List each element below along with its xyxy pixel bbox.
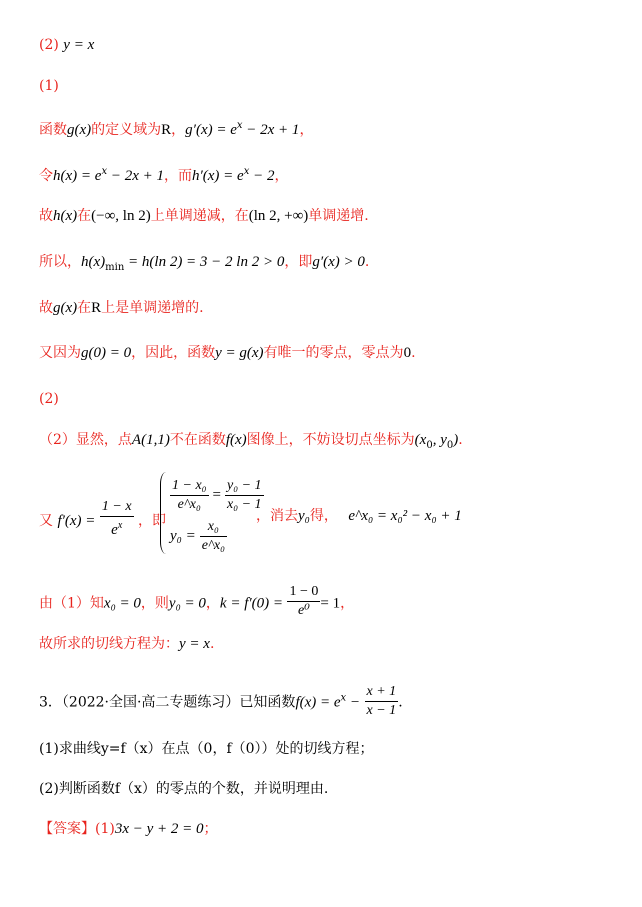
- prev-part2-line: [39, 35, 94, 55]
- text: 上单调递减，在: [150, 208, 249, 224]
- math: e^x₀ = x₀² − x₀ + 1: [348, 508, 462, 524]
- text: ，: [340, 595, 355, 612]
- fraction-denominator: e^x₀: [177, 497, 201, 512]
- prev-part2-label: (2): [39, 37, 59, 53]
- text: 令: [39, 168, 53, 184]
- fraction-numerator: x + 1: [365, 683, 399, 702]
- fraction-denominator: x₀ − 1: [227, 497, 262, 512]
- text: ，: [299, 122, 314, 138]
- math: f(x): [225, 432, 247, 448]
- fraction: [287, 583, 320, 620]
- fraction-numerator: x₀: [200, 518, 227, 537]
- math: = 1: [320, 595, 341, 612]
- math: = h(ln 2) = 3 − 2 ln 2 > 0: [124, 254, 285, 270]
- math-sub: min: [105, 262, 125, 273]
- text: 图像上，不妨设切点坐标为: [246, 432, 415, 448]
- math: ): [453, 432, 459, 448]
- math: g(x): [53, 300, 78, 316]
- math: y₀: [298, 508, 310, 524]
- text: 3．（2022·全国·高二专题练习）已知函数: [39, 694, 296, 711]
- math: − 2x + 1: [242, 122, 300, 138]
- sol1-label: (1): [39, 78, 59, 94]
- math: (x: [414, 432, 427, 448]
- math: 3x − y + 2 = 0: [114, 821, 204, 837]
- math: h(x): [53, 208, 78, 224]
- sol2-line-2-right: [256, 506, 462, 526]
- text: ，消去: [256, 508, 298, 524]
- math: y = x: [179, 636, 210, 652]
- sol1-line-6: [39, 343, 416, 363]
- fraction: [170, 477, 209, 514]
- system-equation-2: [170, 518, 227, 555]
- fraction: [365, 683, 399, 720]
- sol1-line-3: [39, 206, 369, 226]
- math-sup: x: [117, 520, 123, 531]
- sol2-line-1: [39, 430, 463, 456]
- fraction-numerator: 1 − x: [100, 498, 134, 517]
- text: ，: [205, 595, 220, 612]
- sol2-label: (2): [39, 391, 59, 407]
- math: R: [91, 300, 102, 316]
- text: 又: [39, 513, 53, 529]
- text: 故: [39, 208, 53, 224]
- text: 故: [39, 300, 53, 316]
- text: 的定义域为: [91, 122, 162, 138]
- text: 得，: [309, 508, 338, 524]
- math: y₀ = 0: [168, 595, 206, 612]
- math: (−∞, ln 2): [91, 208, 151, 224]
- text: ；: [203, 821, 218, 837]
- fraction-denominator: e⁰: [298, 603, 310, 618]
- math: y₀ =: [170, 528, 196, 544]
- text: 所以，: [39, 254, 81, 270]
- system-equation-1: $\frac{\text{1 − x₀}}{\text{e\textasciicircum{}x₀}}$ = $\frac{\text{y₀ − 1}}{\text{x₀ − 1}}$: [172, 478, 262, 512]
- system-brace: [160, 472, 167, 554]
- q3-answer: [39, 819, 218, 839]
- fraction-numerator: 1 − 0: [287, 583, 320, 602]
- math: x₀ = 0: [103, 595, 141, 612]
- text: .: [411, 345, 416, 361]
- sol1-line-2: [39, 162, 288, 186]
- text: ，而: [163, 168, 192, 184]
- sol2-line-2-left: [39, 500, 166, 542]
- prev-part2-result: y = x: [63, 37, 95, 53]
- text: 有唯一的零点，零点为: [263, 345, 404, 361]
- text: ，则: [140, 595, 169, 612]
- math-sub: 0: [446, 440, 454, 451]
- math-sup: x: [340, 692, 347, 704]
- math-sub: 0: [426, 440, 433, 451]
- sol1-line-1: [39, 116, 313, 140]
- text: （2）显然，点: [39, 432, 132, 448]
- text: ，: [274, 168, 289, 184]
- fraction-denominator: e: [111, 522, 118, 538]
- text: ，即: [284, 254, 313, 270]
- math: g(x): [67, 122, 92, 138]
- answer-label: 【答案】: [39, 821, 95, 837]
- math: f(x) = e: [295, 694, 341, 711]
- text: 由（1）知: [39, 595, 104, 612]
- math: , y: [432, 432, 447, 448]
- math: − 2x + 1: [107, 168, 164, 184]
- sol1-line-4: [39, 252, 369, 278]
- math: g′(x) > 0: [312, 254, 365, 270]
- text: .: [364, 254, 370, 270]
- text: 在: [77, 300, 92, 316]
- math: f′(x) =: [57, 513, 96, 529]
- math: 0: [403, 345, 412, 361]
- q3-stem: [39, 684, 403, 721]
- text: .: [209, 636, 215, 652]
- text: 故所求的切线方程为：: [39, 636, 179, 652]
- math: h(x): [81, 254, 106, 270]
- text: 函数: [39, 122, 67, 138]
- text: (1): [95, 821, 115, 837]
- fraction-denominator: e^x₀: [201, 538, 225, 553]
- math-sup: x: [243, 166, 250, 177]
- math: h′(x) = e: [191, 168, 244, 184]
- math: (ln 2, +∞): [248, 208, 309, 224]
- fraction-numerator: 1 − x₀: [170, 477, 209, 496]
- math: y = g(x): [215, 345, 264, 361]
- math: g′(x) = e: [185, 122, 237, 138]
- fraction: [100, 498, 134, 540]
- fraction-numerator: y₀ − 1: [225, 477, 264, 496]
- text: ，: [171, 122, 186, 138]
- text: 又因为: [39, 345, 81, 361]
- text: 在: [77, 208, 92, 224]
- sol2-line-4: [39, 634, 214, 654]
- text: .: [398, 694, 403, 711]
- math-sup: x: [101, 166, 108, 177]
- q3-part1: (1)求曲线y=f（x）在点（0，f（0））处的切线方程；: [39, 741, 374, 757]
- math: R: [161, 122, 172, 138]
- math: k = f′(0) =: [219, 595, 284, 612]
- math: g(0) = 0: [81, 345, 132, 361]
- text: 不在函数: [169, 432, 226, 448]
- math: −: [346, 694, 361, 711]
- fraction-denominator: x − 1: [366, 703, 397, 718]
- text: 单调递增.: [308, 208, 369, 224]
- text: .: [458, 432, 463, 448]
- math-sup: x: [236, 120, 243, 131]
- text: 上是单调递增的.: [101, 300, 204, 316]
- q3-part2: (2)判断函数f（x）的零点的个数，并说明理由.: [39, 781, 329, 797]
- text: ，即: [138, 513, 166, 529]
- fraction: [200, 518, 227, 555]
- sol2-line-3: [39, 585, 354, 622]
- math: − 2: [249, 168, 275, 184]
- math: h(x) = e: [53, 168, 102, 184]
- text: ，因此，函数: [131, 345, 216, 361]
- math: A(1,1): [131, 432, 170, 448]
- sol1-line-5: [39, 298, 204, 318]
